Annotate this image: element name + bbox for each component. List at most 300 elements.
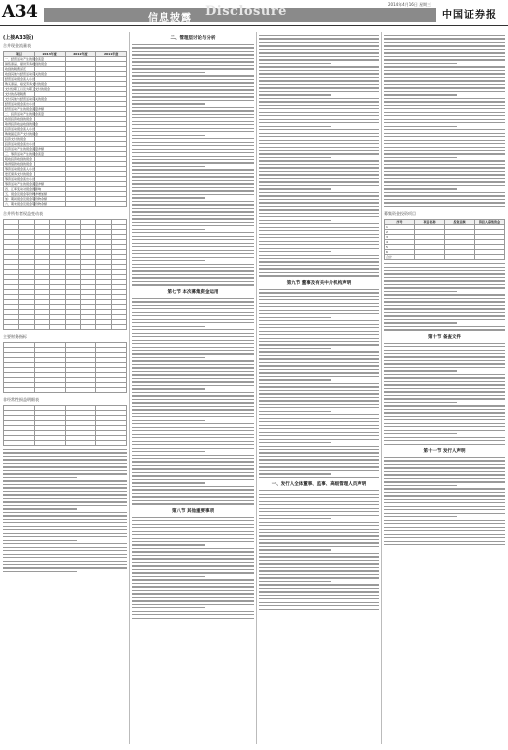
- text-line: [384, 291, 457, 292]
- text-line: [132, 500, 254, 501]
- text-line: [259, 35, 379, 36]
- table-cell: 筹资活动现金流出小计: [5, 177, 36, 181]
- text-line: [384, 492, 505, 493]
- text-line: [384, 192, 505, 193]
- text-line: [132, 572, 254, 573]
- text-line: [3, 543, 127, 544]
- table-header-cell: 序号: [385, 220, 415, 225]
- text-line: [259, 268, 379, 269]
- text-line: [259, 98, 379, 99]
- text-line: [384, 530, 505, 531]
- text-line: [384, 126, 457, 127]
- text-line: [132, 399, 254, 400]
- text-line: [259, 539, 379, 540]
- text-line: [384, 178, 505, 179]
- text-line: [132, 156, 254, 157]
- text-line: [259, 306, 379, 307]
- text-line: [259, 188, 331, 189]
- text-line: [384, 171, 505, 172]
- text-line: [259, 432, 379, 433]
- text-line: [259, 52, 379, 53]
- text-line: [132, 468, 254, 469]
- text-line: [132, 378, 254, 379]
- text-line: [259, 584, 379, 585]
- text-line: [132, 264, 254, 265]
- text-line: [132, 162, 254, 163]
- text-line: [259, 126, 331, 127]
- text-line: [259, 80, 379, 81]
- text-line: [259, 199, 379, 200]
- text-line: [259, 70, 379, 71]
- text-line: [132, 305, 254, 306]
- table-header-cell: 2011年度: [96, 52, 127, 57]
- table-cell: 购买商品、接受劳务支付的现金: [5, 82, 48, 86]
- text-line: [384, 80, 505, 81]
- text-line: [384, 87, 505, 88]
- text-line: [3, 480, 127, 481]
- text-line: [259, 171, 379, 172]
- text-line: [384, 38, 505, 39]
- text-line: [259, 49, 379, 50]
- text-line: [3, 536, 127, 537]
- table-cell: [4, 388, 35, 393]
- table-cell: 经营活动产生的现金流量净额: [5, 107, 45, 111]
- text-line: [132, 222, 254, 223]
- text-line: [384, 147, 505, 148]
- text-line: [259, 379, 331, 380]
- text-line: [384, 105, 505, 106]
- body-text: [132, 44, 254, 286]
- text-line: [259, 535, 379, 536]
- text-line: [259, 518, 331, 519]
- text-line: [259, 351, 379, 352]
- table-cell: [65, 202, 96, 207]
- text-line: [259, 220, 331, 221]
- text-line: [384, 520, 505, 521]
- table-cell: 投资活动现金流入小计: [5, 127, 36, 131]
- text-line: [3, 470, 127, 471]
- table-cell: 投资活动产生的现金流量净额: [5, 147, 45, 151]
- text-line: [384, 326, 505, 327]
- text-line: [384, 98, 505, 99]
- text-line: [384, 481, 505, 482]
- table-cell: [445, 255, 475, 260]
- text-line: [3, 508, 77, 509]
- text-line: [132, 381, 254, 382]
- text-line: [384, 430, 505, 431]
- text-line: [132, 322, 254, 323]
- text-line: [259, 244, 379, 245]
- table-cell: 六、期末现金及现金等价物余额: [5, 202, 48, 206]
- text-line: [384, 513, 505, 514]
- text-line: [132, 128, 254, 129]
- text-line: [259, 213, 379, 214]
- text-line: [259, 112, 379, 113]
- text-line: [132, 420, 205, 421]
- table-cell: [34, 388, 65, 393]
- table-cell: 销售商品、提供劳务收到的现金: [5, 62, 48, 66]
- text-line: [384, 426, 505, 427]
- text-line: [259, 265, 379, 266]
- text-line: [132, 441, 254, 442]
- text-line: [132, 103, 205, 104]
- text-line: [132, 430, 254, 431]
- text-line: [384, 140, 505, 141]
- text-line: [3, 449, 127, 450]
- text-line: [384, 412, 505, 413]
- table-cell: 5: [385, 245, 415, 250]
- text-line: [132, 558, 254, 559]
- page-header: [0, 0, 508, 26]
- text-line: [384, 119, 505, 120]
- column-divider: [256, 32, 257, 744]
- text-line: [259, 511, 379, 512]
- text-line: [259, 418, 379, 419]
- text-line: [259, 407, 379, 408]
- text-line: [384, 360, 505, 361]
- text-line: [384, 294, 505, 295]
- text-line: [384, 499, 505, 500]
- equity-table-caption: 合并所有者权益变动表: [3, 211, 43, 216]
- text-line: [259, 390, 379, 391]
- text-line: [259, 365, 379, 366]
- text-line: [132, 93, 254, 94]
- table-cell: 筹资活动产生的现金流量净额: [5, 182, 45, 186]
- text-line: [132, 183, 254, 184]
- text-line: [259, 150, 379, 151]
- text-line: [132, 448, 254, 449]
- text-line: [259, 38, 379, 39]
- text-line: [259, 574, 379, 575]
- text-line: [259, 59, 379, 60]
- text-line: [132, 482, 205, 483]
- text-line: [384, 164, 505, 165]
- text-line: [384, 460, 505, 461]
- body-text: [132, 517, 254, 619]
- text-line: [259, 331, 379, 332]
- text-line: [132, 135, 205, 136]
- text-line: [132, 371, 254, 372]
- body-text: [132, 298, 254, 505]
- text-line: [259, 313, 379, 314]
- text-line: [259, 105, 379, 106]
- text-line: [132, 145, 254, 146]
- text-line: [259, 185, 379, 186]
- table-cell: [415, 255, 445, 260]
- text-line: [259, 501, 379, 502]
- text-line: [259, 529, 379, 530]
- text-line: [132, 204, 254, 205]
- text-line: [259, 556, 379, 557]
- text-line: [259, 258, 379, 259]
- table-header-cell: 2013年度: [34, 52, 65, 57]
- table-cell: [80, 325, 95, 330]
- text-line: [384, 485, 457, 486]
- text-line: [132, 604, 254, 605]
- text-line: [132, 86, 254, 87]
- text-line: [384, 416, 505, 417]
- text-line: [384, 398, 505, 399]
- text-line: [384, 474, 505, 475]
- text-line: [384, 91, 505, 92]
- text-line: [132, 340, 254, 341]
- text-line: [3, 501, 127, 502]
- table-cell: 收回投资收到的现金: [4, 117, 35, 122]
- table-cell: 经营活动现金流出小计: [5, 102, 36, 106]
- text-line: [259, 595, 379, 596]
- text-line: [259, 216, 379, 217]
- text-line: [384, 287, 505, 288]
- text-line: [384, 202, 505, 203]
- text-line: [132, 124, 254, 125]
- text-line: [132, 486, 254, 487]
- table-header-cell: 投资总额: [445, 220, 475, 225]
- text-line: [384, 42, 505, 43]
- table-cell: [96, 202, 127, 207]
- text-line: [259, 494, 379, 495]
- indicators-table: [3, 342, 127, 393]
- text-line: [259, 369, 379, 370]
- table-header-cell: 项目: [4, 52, 35, 57]
- text-line: [259, 421, 379, 422]
- cashflow-table-caption: 合并现金流量表: [3, 43, 31, 48]
- text-line: [259, 296, 379, 297]
- text-line: [259, 178, 379, 179]
- nonrecurring-table: [3, 405, 127, 446]
- text-line: [384, 277, 505, 278]
- text-line: [3, 526, 127, 527]
- text-line: [132, 493, 254, 494]
- text-line: [132, 117, 254, 118]
- text-line: [259, 324, 379, 325]
- text-line: [132, 232, 254, 233]
- text-line: [259, 303, 379, 304]
- text-line: [132, 579, 254, 580]
- text-line: [132, 586, 254, 587]
- text-line: [384, 370, 457, 371]
- table-cell: [65, 441, 96, 446]
- text-line: [132, 364, 254, 365]
- text-line: [384, 541, 505, 542]
- text-line: [132, 531, 254, 532]
- text-line: [259, 73, 379, 74]
- text-line: [384, 440, 505, 441]
- section-heading: 二、管理层讨论与分析: [170, 36, 216, 41]
- table-row: [4, 441, 127, 446]
- text-line: [384, 70, 505, 71]
- text-line: [132, 360, 254, 361]
- text-line: [384, 273, 505, 274]
- text-line: [259, 425, 379, 426]
- text-line: [259, 383, 379, 384]
- section-heading: 第七节 本次募集资金运用: [167, 289, 219, 295]
- text-line: [132, 187, 254, 188]
- text-line: [132, 385, 254, 386]
- text-line: [259, 87, 379, 88]
- text-line: [132, 315, 254, 316]
- text-line: [132, 79, 254, 80]
- indicators-table-caption: 主要财务指标: [3, 334, 27, 339]
- table-cell: 2: [385, 230, 415, 235]
- text-line: [384, 298, 505, 299]
- text-line: [259, 234, 379, 235]
- text-line: [132, 562, 254, 563]
- table-cell: [475, 255, 505, 260]
- text-line: [384, 188, 457, 189]
- text-line: [132, 517, 254, 518]
- text-line: [132, 270, 254, 271]
- text-line: [3, 515, 127, 516]
- table-cell: [96, 325, 111, 330]
- text-line: [132, 541, 254, 542]
- text-line: [259, 84, 379, 85]
- text-line: [3, 547, 127, 548]
- text-line: [132, 524, 254, 525]
- text-line: [384, 66, 505, 67]
- text-line: [384, 153, 505, 154]
- table-cell: 四、汇率变动对现金的影响: [5, 187, 42, 191]
- column-1: [3, 32, 127, 744]
- text-line: [384, 157, 457, 158]
- text-line: [384, 319, 505, 320]
- text-line: [384, 112, 505, 113]
- text-line: [132, 357, 205, 358]
- text-line: [384, 305, 505, 306]
- text-line: [132, 329, 254, 330]
- text-line: [132, 611, 254, 612]
- text-line: [259, 605, 379, 606]
- text-line: [384, 495, 505, 496]
- text-line: [132, 434, 254, 435]
- text-line: [132, 65, 254, 66]
- text-line: [132, 190, 254, 191]
- page-number: A34: [2, 2, 38, 22]
- text-line: [259, 404, 379, 405]
- text-line: [3, 494, 127, 495]
- text-line: [132, 257, 254, 258]
- text-line: [259, 251, 331, 252]
- text-line: [3, 571, 77, 572]
- body-text: [259, 289, 379, 478]
- text-line: [132, 201, 254, 202]
- text-line: [132, 374, 254, 375]
- text-line: [384, 199, 505, 200]
- text-line: [132, 548, 254, 549]
- text-line: [384, 59, 505, 60]
- text-line: [384, 115, 505, 116]
- text-line: [259, 439, 379, 440]
- text-line: [384, 478, 505, 479]
- text-line: [259, 609, 379, 610]
- text-line: [3, 459, 127, 460]
- text-line: [132, 239, 254, 240]
- text-line: [259, 237, 379, 238]
- text-line: [384, 395, 505, 396]
- text-line: [132, 538, 254, 539]
- text-line: [384, 73, 505, 74]
- text-line: [259, 94, 331, 95]
- text-line: [259, 490, 379, 491]
- issue-date: 2014年4月16日 星期三: [388, 2, 432, 7]
- text-line: [384, 181, 505, 182]
- text-line: [132, 416, 254, 417]
- table-cell: 投资支付的现金: [4, 137, 35, 142]
- text-line: [384, 356, 505, 357]
- table-cell: 一、经营活动产生的现金流量: [5, 57, 45, 61]
- text-line: [3, 550, 127, 551]
- text-line: [132, 194, 254, 195]
- text-line: [384, 160, 505, 161]
- text-line: [132, 607, 205, 608]
- text-line: [384, 457, 505, 458]
- text-line: [259, 164, 379, 165]
- text-line: [384, 167, 505, 168]
- text-line: [259, 376, 379, 377]
- text-line: [384, 534, 505, 535]
- body-text: [259, 490, 379, 610]
- text-line: [132, 489, 254, 490]
- text-line: [132, 197, 205, 198]
- text-line: [259, 153, 379, 154]
- text-line: [384, 523, 505, 524]
- text-line: [384, 502, 505, 503]
- text-line: [259, 101, 379, 102]
- text-line: [132, 218, 254, 219]
- text-line: [3, 529, 127, 530]
- text-line: [384, 509, 505, 510]
- text-line: [132, 89, 254, 90]
- text-line: [132, 590, 254, 591]
- text-line: [384, 301, 505, 302]
- table-cell: [96, 441, 127, 446]
- text-line: [384, 384, 505, 385]
- text-line: [132, 121, 254, 122]
- text-line: [384, 284, 505, 285]
- table-header-cell: 拟投入募集资金: [475, 220, 505, 225]
- text-line: [384, 77, 505, 78]
- table-cell: 筹资活动现金流入小计: [5, 167, 36, 171]
- text-line: [132, 169, 254, 170]
- text-line: [132, 597, 254, 598]
- text-line: [132, 61, 254, 62]
- text-line: [259, 42, 379, 43]
- text-line: [3, 456, 127, 457]
- section-heading: 第九节 董事及有关中介机构声明: [286, 280, 352, 286]
- text-line: [259, 542, 379, 543]
- section-heading: 第十节 备查文件: [427, 334, 462, 340]
- body-text: [259, 35, 379, 277]
- text-line: [132, 176, 254, 177]
- text-line: [132, 544, 205, 545]
- table-cell: 二、投资活动产生的现金流量: [5, 112, 45, 116]
- text-line: [259, 459, 379, 460]
- table-cell: 支付其他与经营活动有关的现金: [5, 97, 48, 101]
- text-line: [384, 537, 505, 538]
- text-line: [259, 522, 379, 523]
- text-line: [259, 317, 331, 318]
- text-line: [259, 202, 379, 203]
- text-line: [132, 423, 254, 424]
- text-line: [384, 391, 505, 392]
- text-line: [259, 334, 379, 335]
- text-line: [384, 174, 505, 175]
- text-line: [259, 292, 379, 293]
- text-line: [384, 506, 505, 507]
- column-divider: [129, 32, 130, 744]
- text-line: [3, 561, 127, 562]
- text-line: [132, 166, 205, 167]
- text-line: [259, 230, 379, 231]
